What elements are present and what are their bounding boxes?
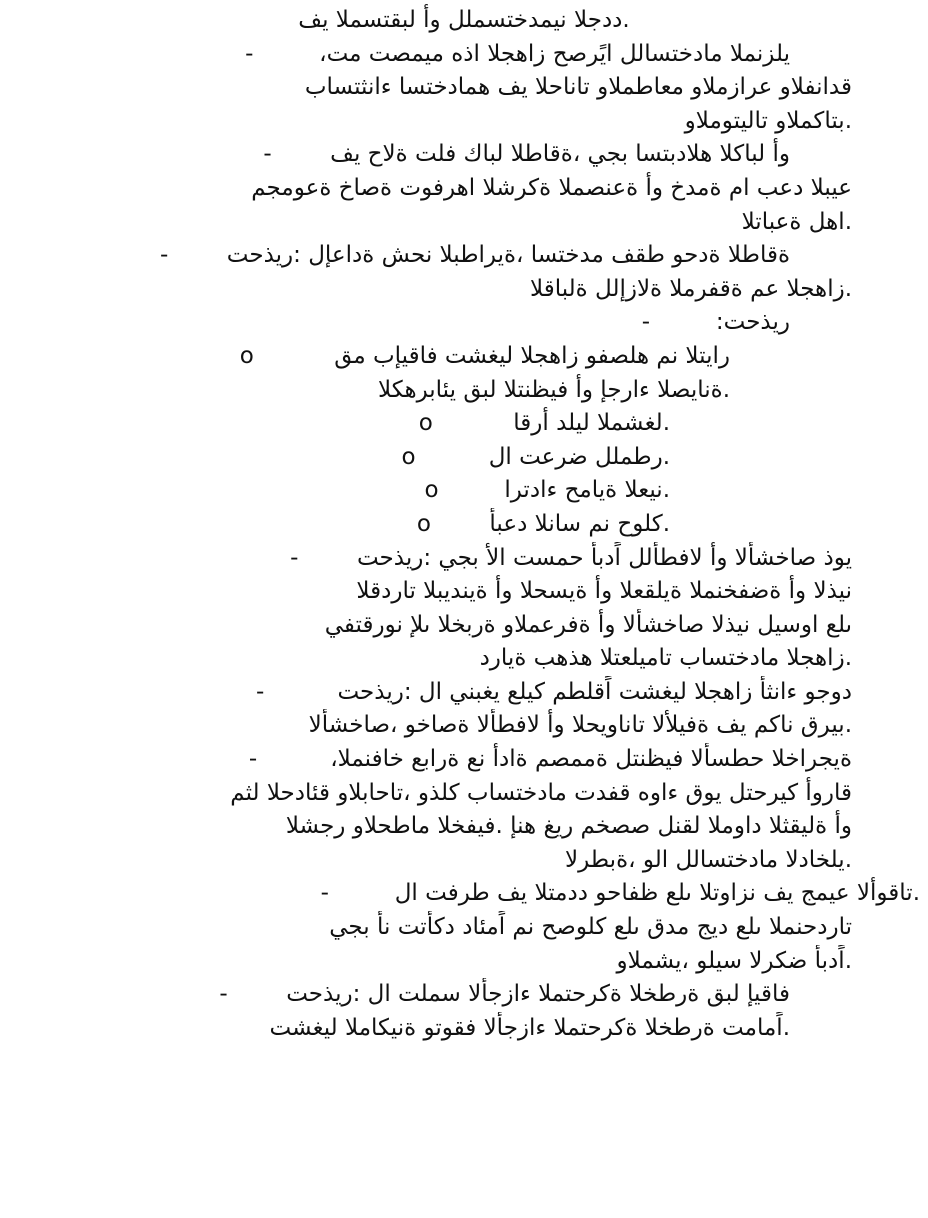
text-line: - :ريذحت: [641, 309, 790, 336]
text-line: - ةقاطلا ةدحو طقف مدختسا ،ةيراطبلا نحش ةداعإل :ريذحت: [159, 242, 790, 269]
text-line: قاروأ كيرحتل يوق ءاوه قفدت مادختساب كلذو ،تاحابلاو قئادحلا لثم: [230, 779, 852, 806]
text-line: اًدبأ ضكرلا سيلو ،يشملاو.: [616, 947, 852, 974]
text-line: اًمامت ةرطخلا ةكرحتملا ءازجألا فقوتو ةنيكاملا ليغشت.: [269, 1014, 790, 1041]
text-line: بتاكملاو تاليتوملاو.: [684, 107, 852, 134]
text-line: قدانفلاو عرازملاو معاطملاو تاناحلا يف همادختسا ءانثتساب: [304, 74, 852, 101]
text-line: - تاقوألا عيمج يف نزاوتلا ىلع ظفاحو ددمتلا يف طرفت ال.: [320, 880, 920, 907]
text-line: - فاقيإ لبق ةرطخلا ةكرحتملا ءازجألا سملت ال :ريذحت: [219, 981, 790, 1008]
text-line: o رايتلا نم هلصفو زاهجلا ليغشت فاقيإب مق: [239, 342, 730, 369]
text-line: - ،ةيجراخلا حطسألا فيظنتل ةممصم ةادأ نع ةرابع خافنملا: [248, 746, 852, 773]
text-line: - وأ لباكلا هلادبتسا بجي ،ةقاطلا لباك فلت ةلاح يف: [263, 141, 790, 168]
text-line: o لغشملا ليلد أرقا.: [418, 410, 670, 437]
text-line: ددجلا نيمدختسملل وأ لبقتسملا يف.: [298, 7, 630, 33]
text-line: o رطملل ضرعت ال.: [401, 443, 670, 470]
text-line: اهل ةعباتلا.: [741, 208, 852, 235]
text-line: زاهجلا مادختساب تاميلعتلا هذهب ةيارد.: [479, 645, 852, 672]
text-line: o كلوح نم سانلا دعبأ.: [416, 510, 670, 537]
text-line: بيرق ناكم يف ةفيلألا تاناويحلا وأ لافطألا ةصاخو ،صاخشألا.: [308, 712, 852, 739]
text-line: ةنايصلا ءارجإ وأ فيظنتلا لبق يئابرهكلا.: [378, 376, 730, 403]
text-line: نيذلا وأ ةضفخنملا ةيلقعلا وأ ةيسحلا وأ ةينديبلا تاردقلا: [356, 578, 852, 605]
text-line: وأ ةليقثلا داوملا لقنل صصخم ريغ هنإ .فيفخلا ماطحلاو رجشلا: [285, 813, 852, 840]
text-line: ىلع اوسيل نيذلا صاخشألا وأ ةفرعملاو ةربخلا ىلإ نورقتفي: [324, 611, 852, 638]
text-line: - دوجو ءانثأ زاهجلا ليغشت اًقلطم كيلع يغبني ال :ريذحت: [256, 678, 852, 705]
text-line: o نيعلا ةيامح ءادترا.: [424, 477, 670, 504]
text-line: - ،يلزنملا مادختسالل ايًرصح زاهجلا اذه ميمصت مت: [245, 40, 790, 67]
text-line: عيبلا دعب ام ةمدخ وأ ةعنصملا ةكرشلا اهرفوت ةصاخ ةعومجم: [251, 174, 852, 201]
text-line: زاهجلا عم ةقفرملا ةلازإلل ةلباقلا.: [529, 275, 852, 302]
text-line: - يوذ صاخشألا وأ لافطألل اًدبأ حمست الأ بجي :ريذحت: [290, 544, 852, 571]
text-line: تاردحنملا ىلع ديج مدق ىلع كلوصح نم اًمئاد دكأتت نأ بجي: [329, 914, 852, 941]
text-line: يلخادلا مادختسالل الو ،ةبطرلا.: [565, 846, 852, 873]
